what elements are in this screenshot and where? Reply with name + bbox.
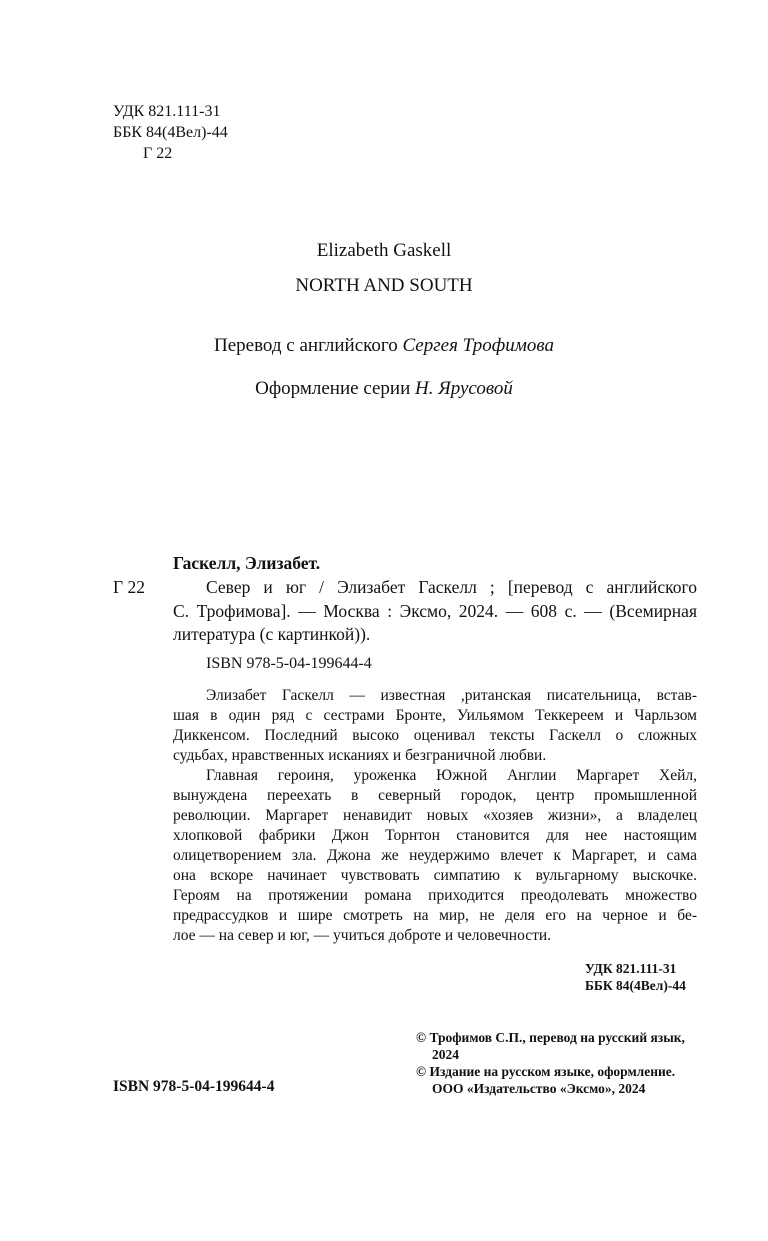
annotation-line: Главная героиня, уроженка Южной Англии Маргарет Хейл, xyxy=(206,767,697,784)
copyright-translation-year: 2024 xyxy=(432,1047,459,1062)
copyright-translation: © Трофимов С.П., перевод на русский язык, xyxy=(416,1030,685,1045)
annotation-line: революции. Маргарет ненавидит новых «хозяев жизни», а владелец xyxy=(173,807,697,824)
annotation-line: шая в один ряд с сестрами Бронте, Уильямом Теккереем и Чарльзом xyxy=(173,707,697,724)
annotation-line: она вскоре начинает чувствовать симпатию к вульгарному выскочке. xyxy=(173,867,697,884)
annotation-line: хлопковой фабрики Джон Торнтон становится для нее настоящим xyxy=(173,827,697,844)
translation-prefix: Перевод с английского xyxy=(214,335,403,356)
annotation-line: Диккенсом. Последний высоко оценивал тексты Гаскелл о сложных xyxy=(173,727,697,744)
bib-isbn: ISBN 978-5-04-199644-4 xyxy=(206,655,372,672)
bib-sign: Г 22 xyxy=(113,577,145,597)
annotation-line: вынуждена переехать в северный городок, центр промышленной xyxy=(173,787,697,804)
bib-line-1: Север и юг / Элизабет Гаскелл ; [перевод с английского xyxy=(206,577,697,597)
bib-line-2: С. Трофимова]. — Москва : Эксмо, 2024. — 608 с. — (Всемирная xyxy=(173,601,697,621)
annotation-line: судьбах, нравственных исканиях и безграничной любви. xyxy=(173,747,547,764)
annotation xyxy=(173,686,697,946)
design-prefix: Оформление серии xyxy=(255,378,416,399)
udk-code-bottom: УДК 821.111-31 xyxy=(585,961,677,976)
translator-name: Сергея Трофимова xyxy=(402,335,554,356)
designer-name: Н. Ярусовой xyxy=(415,378,513,399)
annotation-line: Элизабет Гаскелл — известная ,ританская писательница, встав- xyxy=(206,687,697,704)
book-title: NORTH AND SOUTH xyxy=(295,275,473,296)
bib-heading: Гаскелл, Элизабет. xyxy=(173,553,321,573)
annotation-line: олицетворением зла. Джона же неудержимо влечет к Маргарет, и сама xyxy=(173,847,697,864)
annotation-line: предрассудков и шире смотреть на мир, не деля его на черное и бе- xyxy=(173,907,697,924)
udk-code: УДК 821.111-31 xyxy=(113,103,221,120)
author-sign: Г 22 xyxy=(143,145,173,162)
copyright-edition: © Издание на русском языке, оформление. xyxy=(416,1064,676,1079)
bbk-code-bottom: ББК 84(4Вел)-44 xyxy=(585,978,686,993)
annotation-line: Героям на протяжении романа приходится преодолевать множество xyxy=(173,887,697,904)
bib-line-3: литература (с картинкой)). xyxy=(173,624,371,644)
translation-credit xyxy=(0,335,768,357)
isbn-bottom: ISBN 978-5-04-199644-4 xyxy=(113,1078,275,1095)
annotation-line: лое — на север и юг, — учиться доброте и человечности. xyxy=(173,927,552,944)
bbk-code: ББК 84(4Вел)-44 xyxy=(113,124,228,141)
copyright-publisher: ООО «Издательство «Эксмо», 2024 xyxy=(432,1081,646,1096)
author-name: Elizabeth Gaskell xyxy=(316,240,452,261)
design-credit xyxy=(0,378,768,400)
